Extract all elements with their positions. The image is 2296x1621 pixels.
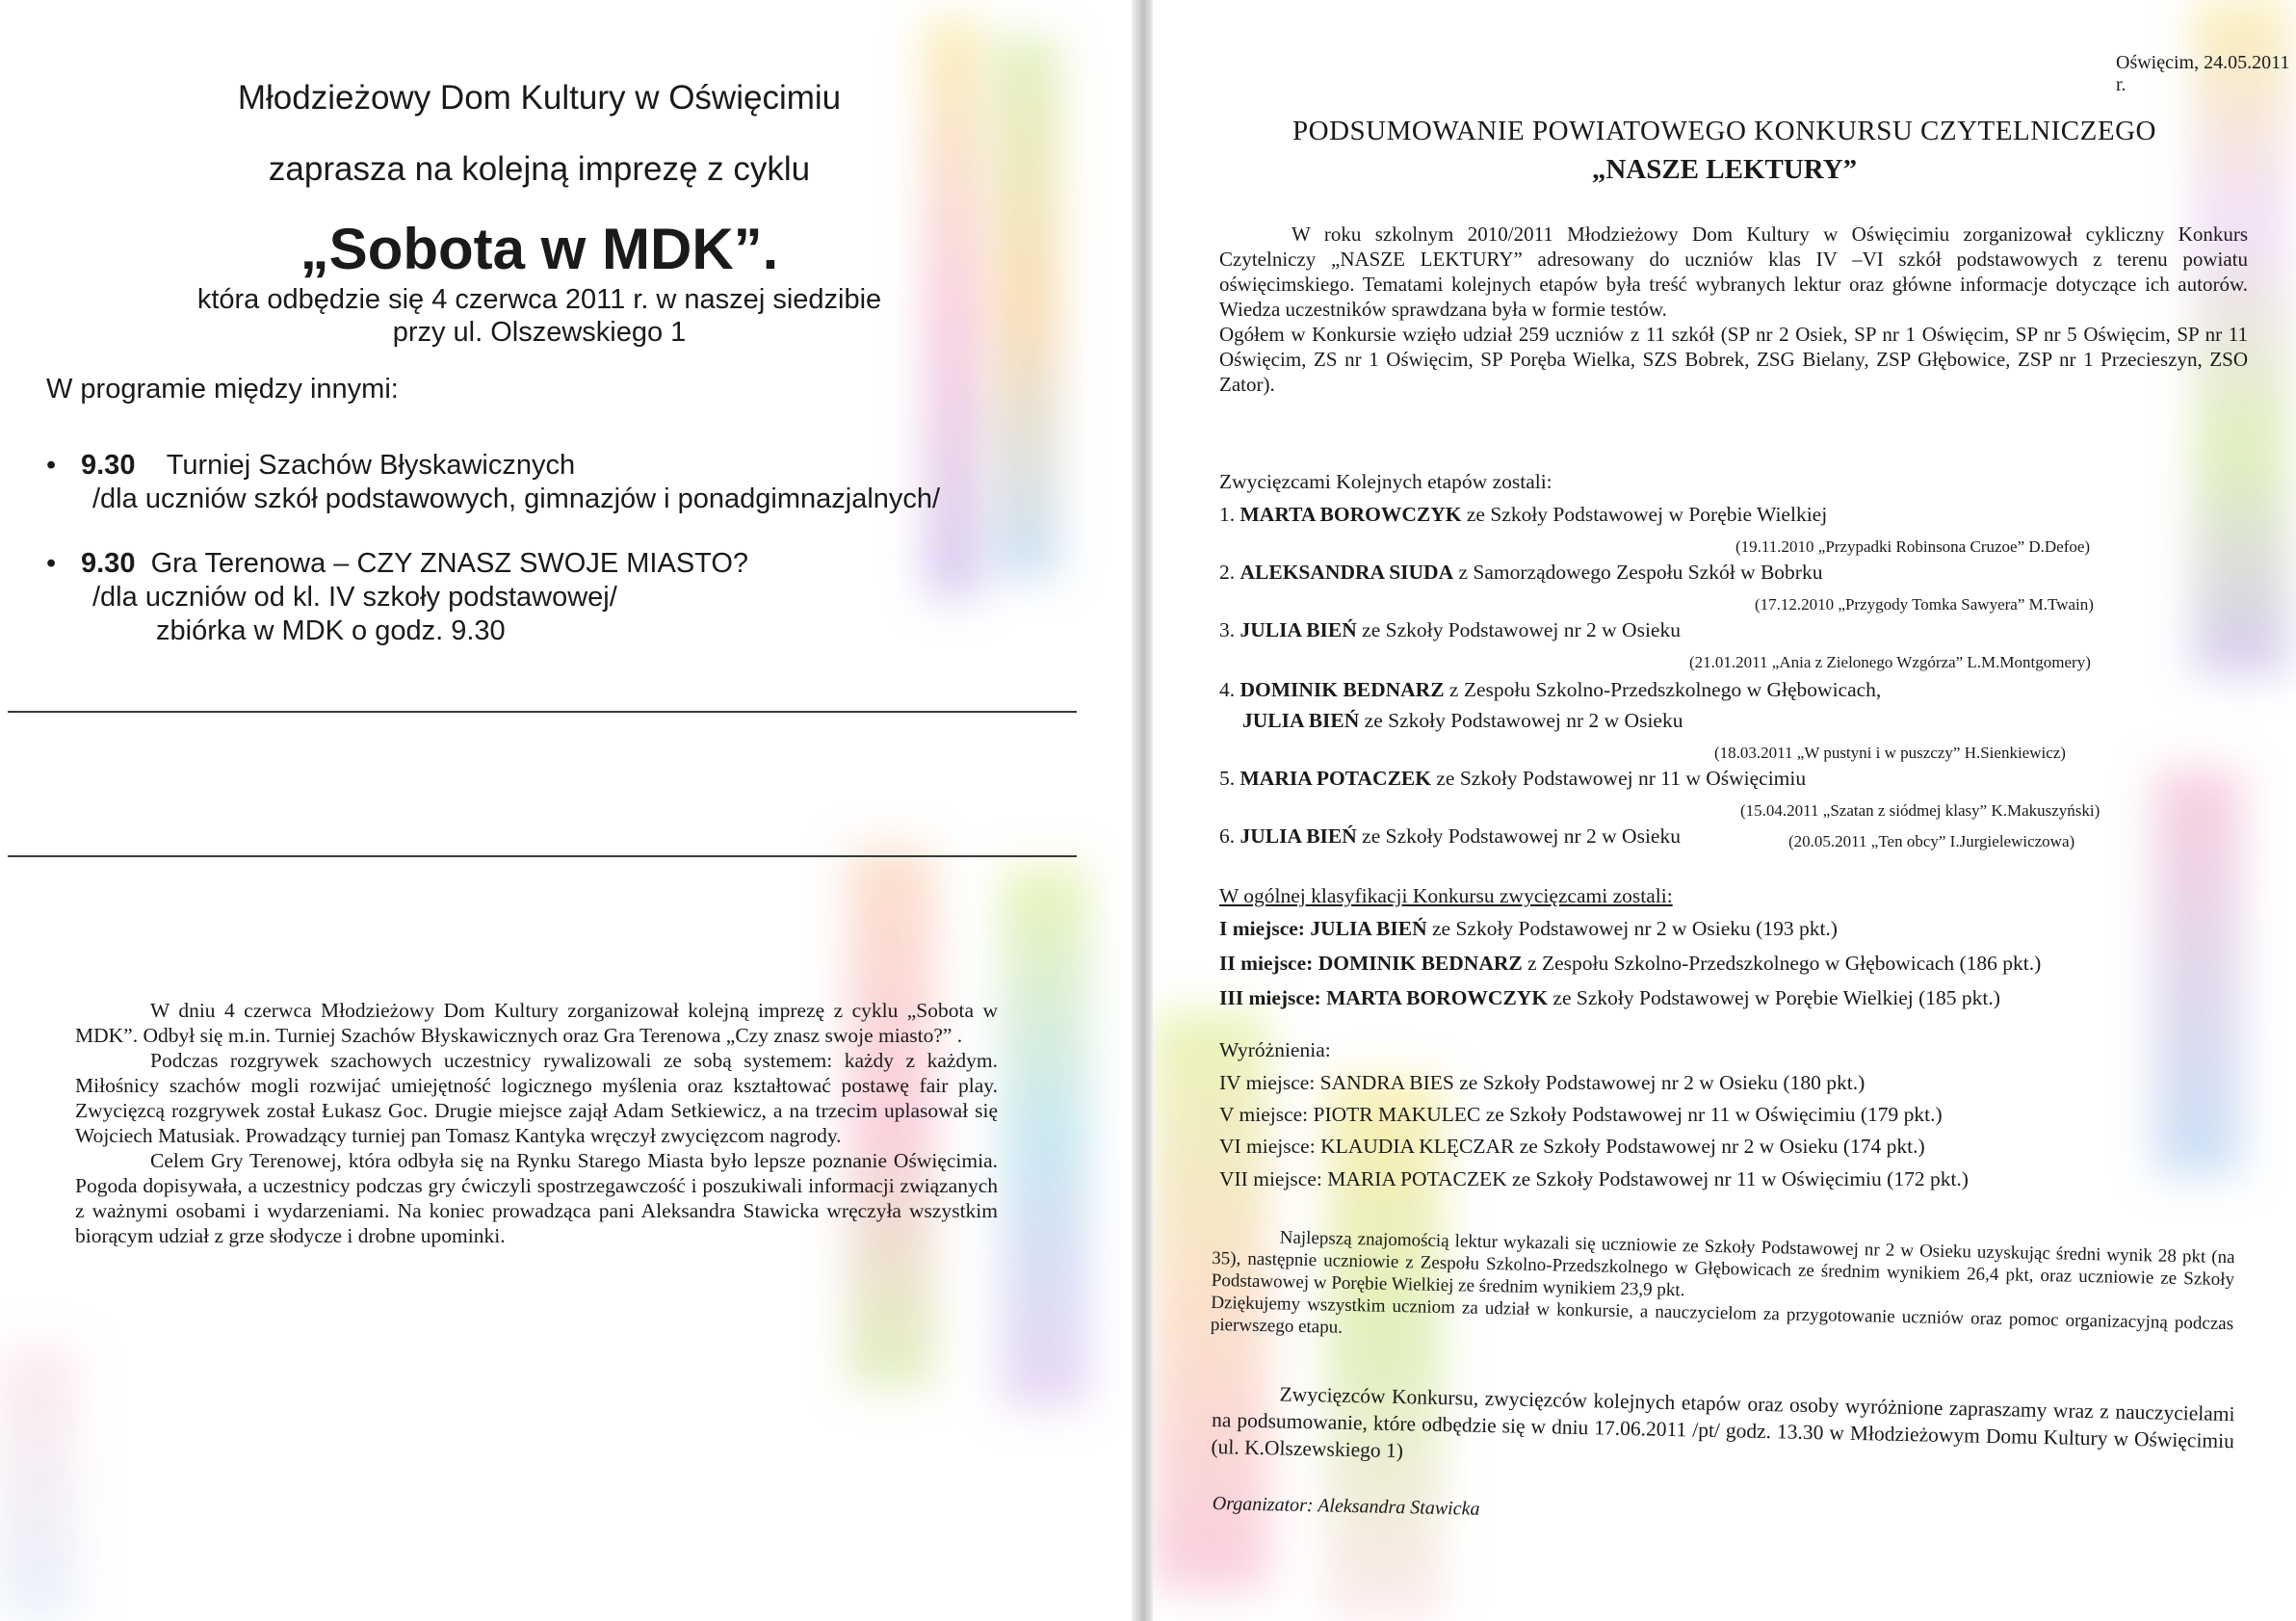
stage-author: H.Sienkiewicz) <box>1964 744 2066 762</box>
item-audience: /dla uczniów od kl. IV szkoły podstawowej/ <box>92 582 617 613</box>
stage-winner <box>1219 824 1681 849</box>
stage-winner <box>1219 503 1827 527</box>
rainbow-decoration <box>1326 1079 1442 1618</box>
stage-number: 6. <box>1219 824 1236 848</box>
winner-school: ze Szkoły Podstawowej nr 2 w Osieku <box>1356 618 1681 641</box>
stage-book: „Ten obcy” <box>1870 832 1946 850</box>
stage-date: (18.03.2011 <box>1714 744 1793 762</box>
winner-name: JULIA BIEŃ <box>1239 824 1357 848</box>
winner-name: MARTA BOROWCZYK <box>1326 986 1549 1009</box>
winner-school: ze Szkoły Podstawowej nr 2 w Osieku <box>1356 824 1681 848</box>
distinction-entry: VII miejsce: MARIA POTACZEK ze Szkoły Podstawowej nr 11 w Oświęcimiu (172 pkt.) <box>1219 1167 1969 1190</box>
report-paragraph: Podczas rozgrywek szachowych uczestnicy rywalizowali ze sobą systemem: każdy z każdym. Miłośnicy szachów mogli rozwijać umiejętność logicznego myślenia oraz kształtować postawę fair play. Zwycięzcą rozgrywek został Łukasz Goc. Drugie miejsce zajął Adam Setkiewicz, a na trzecim uplasował się Wojciech Matusiak. Prowadzący turniej pan Tomasz Kantyka wręczył zwycięzcom nagrody. <box>75 1049 998 1147</box>
stage-number: 3. <box>1219 618 1236 641</box>
stage-date: (17.12.2010 <box>1755 595 1835 614</box>
winner-school: ze Szkoły Podstawowej nr 2 w Osieku <box>1359 709 1683 732</box>
stage-book: „Przypadki Robinsona Cruzoe” <box>1817 537 2025 556</box>
winner-name: ALEKSANDRA SIUDA <box>1239 561 1454 584</box>
stage-date: (21.01.2011 <box>1689 653 1768 671</box>
stage-author: L.M.Montgomery) <box>1967 653 2091 671</box>
organizer-signature: Organizator: Aleksandra Stawicka <box>1212 1493 1480 1520</box>
poster-event-name: „Sobota w MDK”. <box>300 217 779 281</box>
left-page <box>0 0 1132 1621</box>
stage-author: I.Jurgielewiczowa) <box>1949 832 2075 850</box>
winner-details: ze Szkoły Podstawowej nr 2 w Osieku (193 pkt.) <box>1426 917 1838 940</box>
stage-winner <box>1219 767 1806 791</box>
contest-name: „NASZE LEKTURY” <box>1591 154 1858 185</box>
divider <box>8 711 1077 713</box>
stage-winner <box>1219 561 1822 585</box>
stage-number: 5. <box>1219 767 1236 790</box>
stage-author: D.Defoe) <box>2028 537 2091 556</box>
stage-number: 2. <box>1219 561 1236 584</box>
poster-event-when <box>0 283 1079 349</box>
distinction-entry: V miejsce: PIOTR MAKULEC ze Szkoły Podstawowej nr 11 w Oświęcimiu (179 pkt.) <box>1219 1103 1943 1126</box>
stage-date: (20.05.2011 <box>1788 832 1867 850</box>
bullet-icon: • <box>46 548 57 579</box>
intro-paragraph: Ogółem w Konkursie wzięło udział 259 uczniów z 11 szkół (SP nr 2 Osiek, SP nr 1 Oświęcim, SP nr 5 Oświęcim, SP nr 11 Oświęcim, ZS nr 1 Oświęcim, SP Poręba Wielka, SZS Bobrek, ZSG Bielany, ZSP Głębowice, ZSP nr 1 Przecieszyn, ZSO Zator). <box>1219 323 2248 396</box>
stage-author: M.Twain) <box>2028 595 2094 614</box>
item-time: 9.30 <box>81 548 136 579</box>
item-meeting: zbiórka w MDK o godz. 9.30 <box>156 615 506 646</box>
winner-school: ze Szkoły Podstawowej w Porębie Wielkiej <box>1461 503 1828 526</box>
winner-name: DOMINIK BEDNARZ <box>1318 952 1523 975</box>
winner-school: z Zespołu Szkolno-Przedszkolnego w Głębowicach, <box>1444 678 1882 701</box>
stage-date: (19.11.2010 <box>1735 537 1814 556</box>
stage-details <box>1714 744 2066 763</box>
item-name: Gra Terenowa – CZY ZNASZ SWOJE MIASTO? <box>150 548 749 579</box>
stage-details <box>1735 537 2090 557</box>
right-page <box>1153 0 2296 1621</box>
stage-date: (15.04.2011 <box>1740 801 1819 820</box>
stages-heading: Zwycięzcami Kolejnych etapów zostali: <box>1219 470 1552 493</box>
rainbow-decoration <box>2154 771 2241 1175</box>
rainbow-decoration <box>1002 867 1088 1406</box>
winner-name: DOMINIK BEDNARZ <box>1239 678 1445 701</box>
stage-details <box>1689 653 2091 672</box>
poster-organizer: Młodzieżowy Dom Kultury w Oświęcimiu <box>237 79 842 117</box>
item-audience: /dla uczniów szkół podstawowych, gimnazjów i ponadgimnazjalnych/ <box>92 484 941 514</box>
contest-intro <box>1219 222 2248 397</box>
poster-program-intro: W programie między innymi: <box>46 374 399 405</box>
stage-winner <box>1219 678 1881 702</box>
summary-paragraph: Dziękujemy wszystkim uczniom za udział w konkursie, a nauczycielom za przygotowanie uczniów oraz pomoc organizacyjną podczas pierwszego etapu. <box>1210 1292 2234 1338</box>
report-paragraph: Celem Gry Terenowej, która odbyła się na Rynku Starego Miasta było lepsze poznanie Oświęcimia. Pogoda dopisywała, a uczestnicy podczas gry ćwiczyli spostrzegawczość i poszukiwali informacji związanych z ważnymi osobami i wydarzeniami. Na koniec prowadząca pani Aleksandra Stawicka wręczyła wszystkim biorącym udział z grze słodycze i drobne upominki. <box>75 1149 998 1247</box>
stage-book: „W pustyni i w puszczy” <box>1796 744 1961 762</box>
winner-details: ze Szkoły Podstawowej w Porębie Wielkiej (185 pkt.) <box>1548 986 2000 1009</box>
book-gutter <box>1132 0 1153 1621</box>
stage-author: K.Makuszyński) <box>1991 801 2100 820</box>
place-label: III miejsce: <box>1219 986 1321 1009</box>
divider <box>8 855 1077 857</box>
winner-name: JULIA BIEŃ <box>1310 917 1427 940</box>
winner-name: JULIA BIEŃ <box>1242 709 1360 732</box>
stage-number: 1. <box>1219 503 1236 526</box>
overall-winner <box>1219 986 2000 1010</box>
stage-book: „Ania z Zielonego Wzgórza” <box>1771 653 1964 671</box>
document-title: PODSUMOWANIE POWIATOWEGO KONKURSU CZYTELNICZEGO <box>1292 116 2156 146</box>
report-paragraph: W dniu 4 czerwca Młodzieżowy Dom Kultury zorganizował kolejną imprezę z cyklu „Sobota w MDK”. Odbył się m.in. Turniej Szachów Błyskawicznych oraz Gra Terenowa „Czy znasz swoje miasto?” . <box>75 999 998 1047</box>
distinction-entry: VI miejsce: KLAUDIA KLĘCZAR ze Szkoły Podstawowej nr 2 w Osieku (174 pkt.) <box>1219 1135 1925 1158</box>
winner-school: ze Szkoły Podstawowej nr 11 w Oświęcimiu <box>1431 767 1807 790</box>
intro-paragraph: W roku szkolnym 2010/2011 Młodzieżowy Dom Kultury w Oświęcimiu zorganizował cykliczny Konkurs Czytelniczy „NASZE LEKTURY” adresowany do uczniów klas IV –VI szkół podstawowych z terenu powiatu oświęcimskiego. Tematami kolejnych etapów była treść wybranych lektur oraz główne informacje dotyczące ich autorów. Wiedza uczestników sprawdzana była w formie testów. <box>1219 222 2248 321</box>
event-report <box>75 998 998 1248</box>
poster-when-line: która odbędzie się 4 czerwca 2011 r. w naszej siedzibie <box>196 284 882 315</box>
winner-name: MARTA BOROWCZYK <box>1239 503 1462 526</box>
poster-when-line: przy ul. Olszewskiego 1 <box>392 317 687 348</box>
item-time: 9.30 <box>81 450 136 481</box>
stage-winner <box>1219 618 1681 642</box>
distinction-entry: IV miejsce: SANDRA BIES ze Szkoły Podstawowej nr 2 w Osieku (180 pkt.) <box>1219 1071 1866 1094</box>
place-label: I miejsce: <box>1219 917 1305 940</box>
bullet-icon: • <box>46 450 57 481</box>
stage-details <box>1755 595 2094 614</box>
document-date: Oświęcim, 24.05.2011 r. <box>2116 52 2290 95</box>
stage-winner-second <box>1242 709 1683 733</box>
overall-winner <box>1219 952 2041 976</box>
summary-paragraph: Najlepszą znajomością lektur wykazali się uczniowie ze Szkoły Podstawowej nr 2 w Osieku uzyskując średni wynik 28 pkt (na 35), następnie uczniowie z Zespołu Szkolno-Przedszkolnego w Głębowicach ze średnim wynikiem 26,4 pkt, oraz uczniowie ze Szkoły Podstawowej w Porębie Wielkiej ze średnim wynikiem 23,9 pkt. <box>1211 1227 2235 1301</box>
winner-school: z Samorządowego Zespołu Szkół w Bobrku <box>1453 561 1823 584</box>
stage-details <box>1788 832 2074 851</box>
stage-number: 4. <box>1219 678 1236 701</box>
invitation-paragraph: Zwycięzców Konkursu, zwycięzców kolejnych etapów oraz osoby wyróżnione zapraszamy wraz z nauczycielami na podsumowanie, które odbędzie się w dniu 17.06.2011 /pt/ godz. 13.30 w Młodzieżowym Domu Kultury w Oświęcimiu (ul. K.Olszewskiego 1) <box>1211 1382 2235 1463</box>
overall-heading: W ogólnej klasyfikacji Konkursu zwycięzcami zostali: <box>1219 884 1673 907</box>
rainbow-decoration <box>0 1348 77 1618</box>
contest-summary <box>1211 1225 2235 1357</box>
overall-winner <box>1219 917 1838 941</box>
winner-name: MARIA POTACZEK <box>1239 767 1431 790</box>
item-name: Turniej Szachów Błyskawicznych <box>166 450 576 481</box>
place-label: II miejsce: <box>1219 952 1314 975</box>
stage-book: „Szatan z siódmej klasy” <box>1822 801 1988 820</box>
stage-book: „Przygody Tomka Sawyera” <box>1838 595 2025 614</box>
poster-invite-text: zaprasza na kolejną imprezę z cyklu <box>268 150 811 188</box>
winner-details: z Zespołu Szkolno-Przedszkolnego w Głębowicach (186 pkt.) <box>1522 952 2042 975</box>
distinctions-heading: Wyróżnienia: <box>1219 1038 1331 1061</box>
stage-details <box>1740 801 2100 821</box>
winner-name: JULIA BIEŃ <box>1239 618 1357 641</box>
